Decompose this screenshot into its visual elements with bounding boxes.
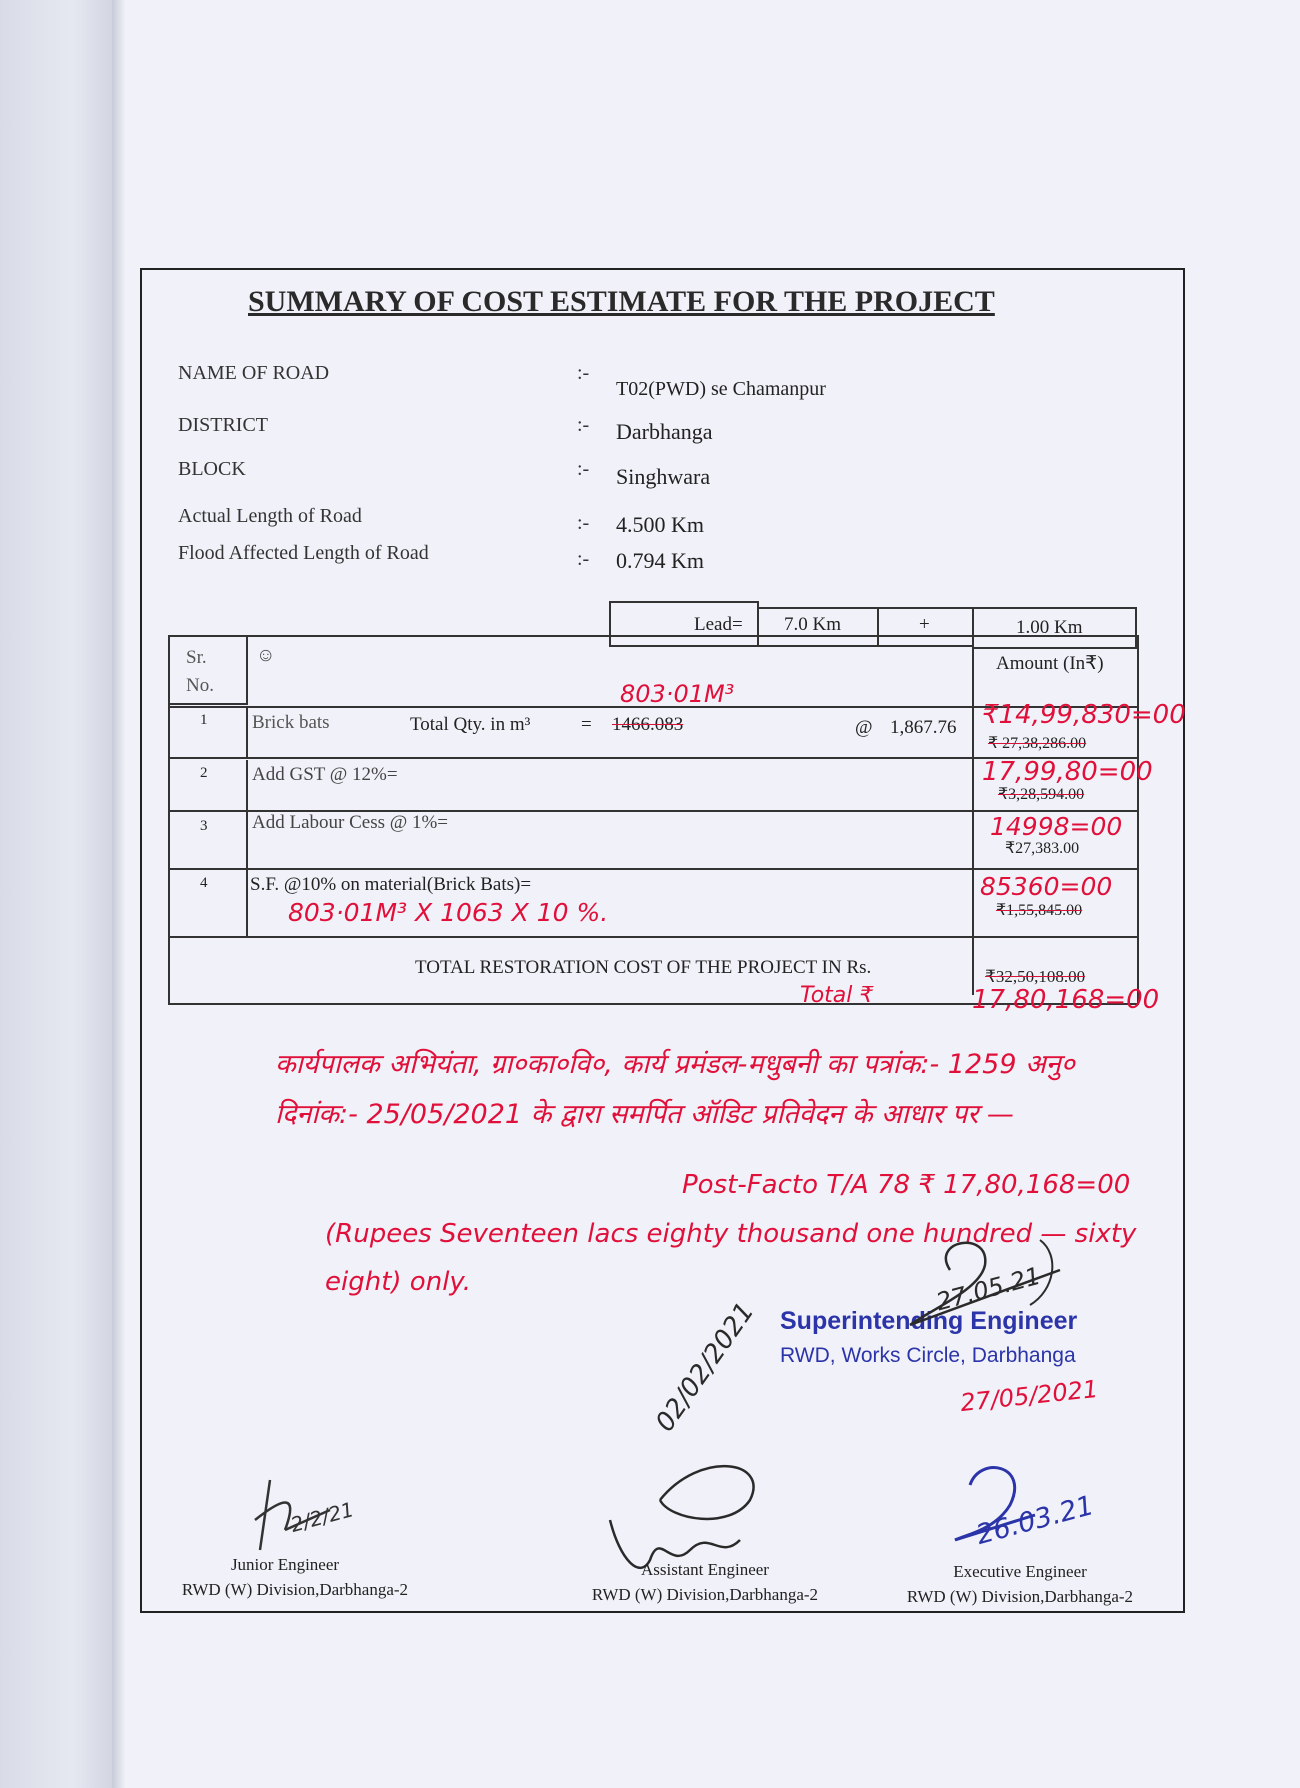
ae-signature	[600, 1410, 790, 1580]
block-sep: :-	[577, 458, 590, 480]
je-office: RWD (W) Division,Darbhanga-2	[181, 1580, 409, 1599]
block-label: BLOCK	[178, 458, 246, 480]
row-1-desc: Brick bats	[252, 712, 330, 733]
row-2-desc: Add GST @ 12%=	[252, 764, 398, 785]
se-stamp-line1: Superintending Engineer	[780, 1307, 1078, 1335]
row-1-at: @	[855, 717, 873, 738]
flood-length-label: Flood Affected Length of Road	[178, 542, 429, 564]
hand-amount-words: (Rupees Seventeen lacs eighty thousand one hundred — sixty eight) only.	[325, 1219, 1137, 1297]
sr-cell	[168, 760, 248, 812]
sr-header: Sr. No.	[186, 647, 214, 696]
je-signature-date: 2/2/21	[287, 1497, 357, 1537]
hand-sf-calc: 803·01M³ X 1063 X 10 %.	[288, 898, 609, 927]
row-3-no: 3	[200, 818, 208, 834]
block-value: Singhwara	[616, 464, 711, 489]
row-4-no: 4	[200, 875, 208, 891]
road-name-label: NAME OF ROAD	[178, 362, 330, 384]
row-3-desc: Add Labour Cess @ 1%=	[252, 812, 449, 833]
hand-qty-correction: 803·01M³	[620, 680, 735, 708]
road-name-value: T02(PWD) se Chamanpur	[616, 378, 826, 400]
ee-title: Executive Engineer	[953, 1562, 1087, 1581]
hand-amount-2: 17,99,80=00	[982, 757, 1153, 787]
se-signature-date: 27.05.21	[933, 1261, 1044, 1317]
ee-signature-date: 26.03.21	[973, 1489, 1098, 1552]
actual-length-sep: :-	[577, 512, 590, 534]
row-4-desc: S.F. @10% on material(Brick Bats)=	[250, 874, 532, 895]
sr-cell	[168, 706, 248, 759]
row-1-amount: ₹ 27,38,286.00	[988, 735, 1087, 752]
ae-title: Assistant Engineer	[641, 1560, 769, 1579]
je-title: Junior Engineer	[230, 1555, 340, 1574]
amount-header: Amount (In₹)	[996, 653, 1104, 674]
lead-value: 7.0 Km	[784, 614, 841, 635]
road-name-sep: :-	[577, 362, 590, 384]
row-1-eq: =	[581, 714, 592, 735]
hand-amount-1: ₹14,99,830=00	[982, 700, 1186, 730]
hand-post-facto: Post-Facto T/A 78 ₹ 17,80,168=00	[682, 1170, 1131, 1200]
row-3-amount: ₹27,383.00	[1005, 840, 1080, 857]
blank-header-icon: ☺	[256, 645, 276, 666]
sr-cell	[168, 870, 248, 938]
document-title: SUMMARY OF COST ESTIMATE FOR THE PROJECT	[248, 285, 995, 318]
hand-total-amount: 17,80,168=00	[972, 985, 1160, 1015]
lead-label: Lead=	[694, 614, 743, 635]
binding-edge	[0, 0, 120, 1788]
ee-office: RWD (W) Division,Darbhanga-2	[906, 1587, 1134, 1606]
hand-amount-4: 85360=00	[980, 872, 1113, 901]
row-1-qty-label: Total Qty. in m³	[410, 714, 531, 735]
ae-office: RWD (W) Division,Darbhanga-2	[591, 1585, 819, 1604]
row-1-no: 1	[200, 712, 208, 728]
flood-length-value: 0.794 Km	[616, 548, 704, 573]
district-value: Darbhanga	[616, 419, 713, 444]
lead-extra: 1.00 Km	[1016, 617, 1083, 638]
total-label: TOTAL RESTORATION COST OF THE PROJECT IN Rs.	[415, 957, 872, 978]
page-fold	[112, 0, 126, 1788]
row-2-amount: ₹3,28,594.00	[998, 786, 1085, 803]
district-label: DISTRICT	[178, 414, 268, 436]
actual-length-value: 4.500 Km	[616, 512, 704, 537]
hand-amount-3: 14998=00	[990, 812, 1123, 841]
row-2-no: 2	[200, 765, 208, 781]
se-stamp-line2: RWD, Works Circle, Darbhanga	[780, 1344, 1076, 1367]
district-sep: :-	[577, 414, 590, 436]
hand-total-note: Total ₹	[800, 983, 874, 1008]
flood-length-sep: :-	[577, 548, 590, 570]
actual-length-label: Actual Length of Road	[178, 505, 362, 527]
row-1-rate: 1,867.76	[890, 717, 957, 738]
sr-cell	[168, 812, 248, 870]
row-4-amount: ₹1,55,845.00	[996, 902, 1083, 919]
row-1-qty: 1466.083	[612, 714, 684, 735]
date-2: 27/05/2021	[958, 1374, 1100, 1418]
lead-plus: +	[919, 614, 930, 635]
ae-signature-date: 02/02/2021	[650, 1297, 761, 1438]
hand-hindi-note: कार्यपालक अभियंता, ग्रा०का०वि०, कार्य प्रमंडल-मधुबनी का पत्रांक:- 1259 अनु० दिनांक:- 25/05/2021 के द्वारा समर्पित ऑडिट प्रतिवेदन के आधार पर —	[275, 1049, 1075, 1130]
total-amount: ₹32,50,108.00	[985, 967, 1086, 986]
